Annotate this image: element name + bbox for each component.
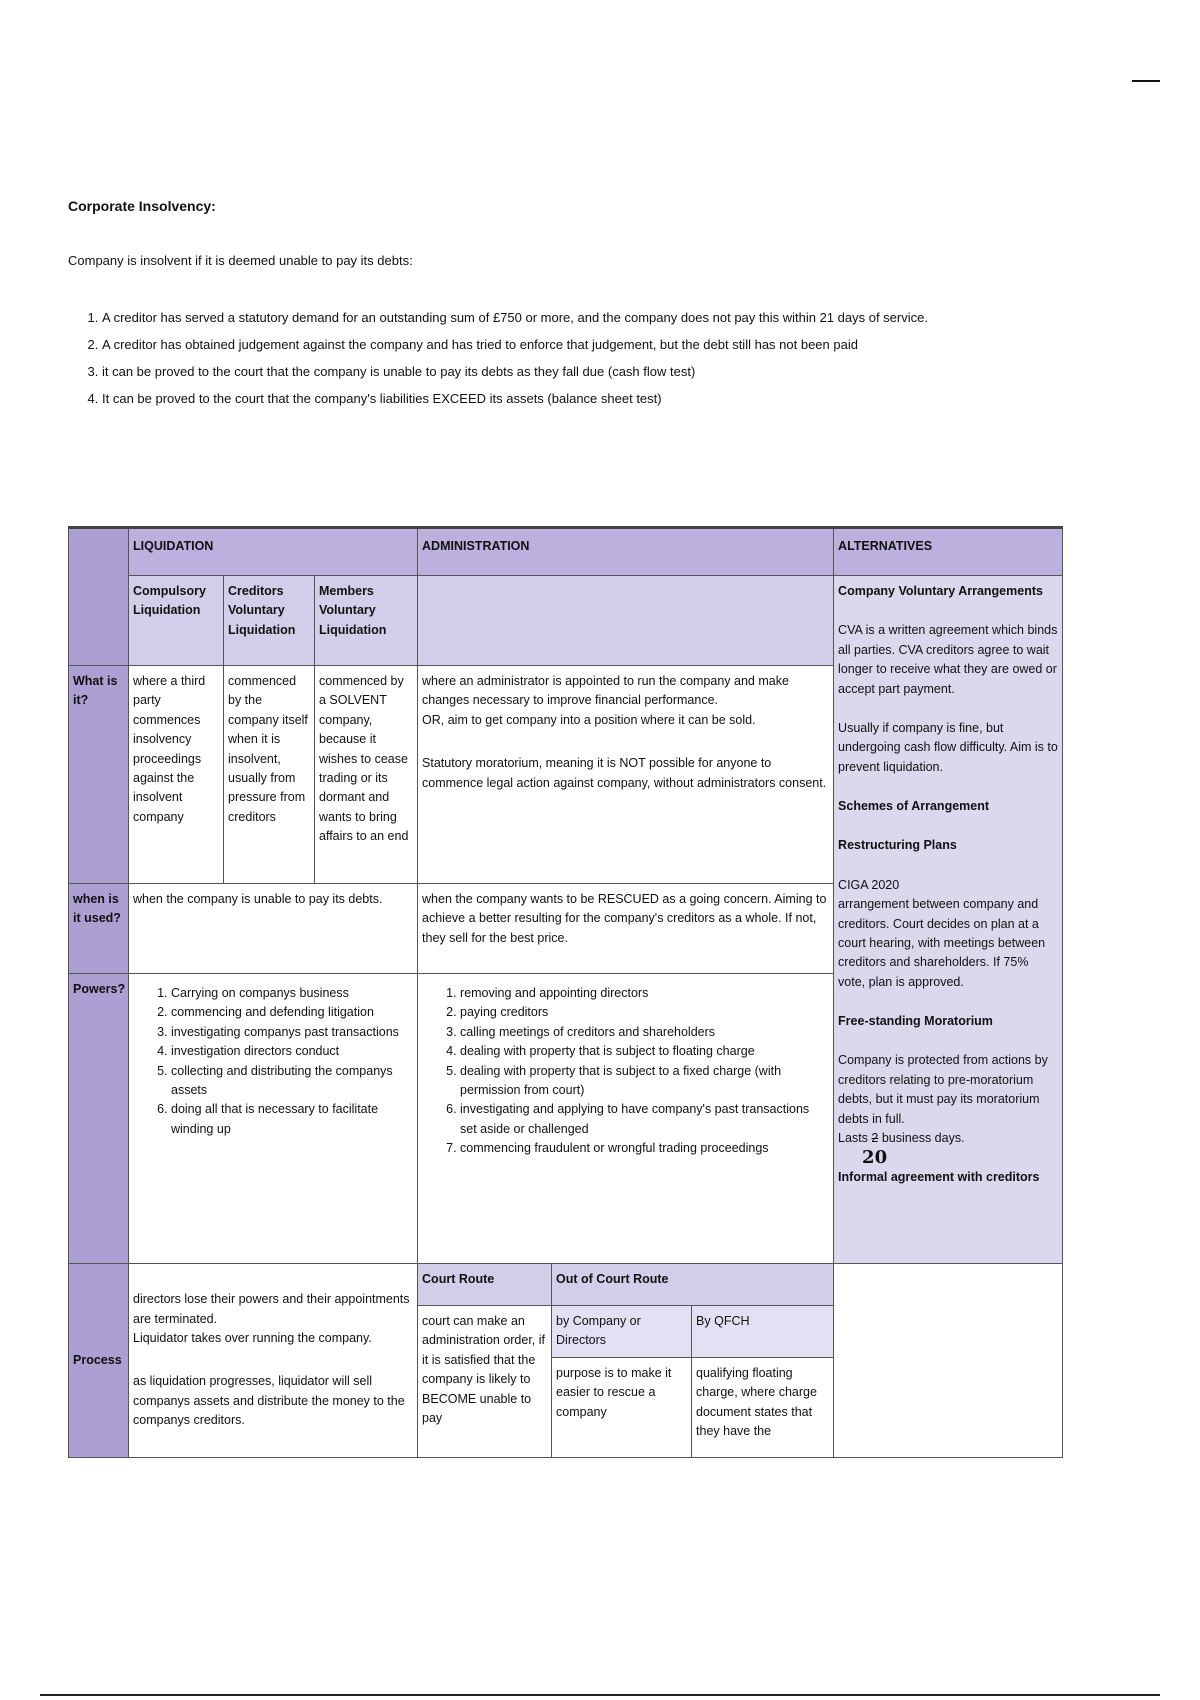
by-company-header: by Company or Directors xyxy=(552,1306,692,1358)
what-creditors: commenced by the company itself when it is insolvent, usually from pressure from creditors xyxy=(224,666,315,884)
by-qfch-text: qualifying floating charge, where charge document states that they have the xyxy=(692,1357,834,1457)
when-administration: when the company wants to be RESCUED as a going concern. Aiming to achieve a better resulting for the company's creditors as a whole. If not, they sell for the best price. xyxy=(418,884,834,974)
test-item: 4. It can be proved to the court that the company's liabilities EXCEED its assets (balance sheet test) xyxy=(102,385,928,412)
insolvency-table xyxy=(68,526,1063,1458)
compulsory-liquidation-label: Compulsory Liquidation xyxy=(129,576,224,666)
test-item: 1. A creditor has served a statutory demand for an outstanding sum of £750 or more, and the company does not pay this within 21 days of service. xyxy=(102,304,928,331)
power-item: 4. dealing with property that is subject to floating charge xyxy=(460,1042,829,1061)
power-item: 6. doing all that is necessary to facilitate winding up xyxy=(171,1100,413,1139)
bottom-divider xyxy=(40,1694,1160,1696)
process-liq-line2: Liquidator takes over running the company. xyxy=(133,1331,372,1345)
insolvency-tests xyxy=(84,304,928,412)
restructuring-title: Restructuring Plans xyxy=(838,838,957,853)
what-admin-line1: where an administrator is appointed to run the company and make changes necessary to improve financial performance. xyxy=(422,674,789,708)
by-qfch-header: By QFCH xyxy=(692,1306,834,1358)
handwritten-correction xyxy=(862,1147,1058,1169)
by-company-text: purpose is to make it easier to rescue a company xyxy=(552,1357,692,1457)
court-route-text: court can make an administration order, if it is satisfied that the company is likely to BECOME unable to pay xyxy=(418,1306,552,1458)
alternatives-cell xyxy=(834,576,1063,1264)
power-item: 1. removing and appointing directors xyxy=(460,984,829,1003)
row-label-process: Process xyxy=(69,1264,129,1458)
process-alternatives-empty xyxy=(834,1264,1063,1458)
power-item: 1. Carrying on companys business xyxy=(171,984,413,1003)
power-item: 6. investigating and applying to have company's past transactions set aside or challenged xyxy=(460,1100,829,1139)
lasts-suffix: business days. xyxy=(881,1130,965,1145)
what-members: commenced by a SOLVENT company, because it wishes to cease trading or its dormant and wants to bring affairs to an end xyxy=(315,666,418,884)
power-item: 7. commencing fraudulent or wrongful trading proceedings xyxy=(460,1139,829,1158)
what-administration xyxy=(418,666,834,884)
administration-subheader xyxy=(418,576,834,666)
power-item: 2. commencing and defending litigation xyxy=(171,1003,413,1022)
what-admin-line3: Statutory moratorium, meaning it is NOT possible for anyone to commence legal action against company, without administrators consent. xyxy=(422,756,827,790)
powers-administration xyxy=(418,974,834,1264)
handwritten-value: 20 xyxy=(862,1147,888,1169)
row-label-when: when is it used? xyxy=(69,884,129,974)
moratorium-duration xyxy=(838,1129,1058,1148)
what-admin-line2: OR, aim to get company into a position where it can be sold. xyxy=(422,712,756,727)
court-route-header: Court Route xyxy=(418,1264,552,1306)
process-liq-line1: directors lose their powers and their appointments are terminated. xyxy=(133,1292,410,1326)
what-compulsory: where a third party commences insolvency proceedings against the insolvent company xyxy=(129,666,224,884)
moratorium-title: Free-standing Moratorium xyxy=(838,1014,993,1028)
power-item: 3. investigating companys past transactions xyxy=(171,1023,413,1042)
alternatives-header: ALTERNATIVES xyxy=(834,528,1063,576)
liquidation-powers-list xyxy=(133,984,413,1139)
process-liquidation xyxy=(129,1264,418,1458)
lasts-struck-value: 2 xyxy=(871,1130,879,1145)
test-item: 2. A creditor has obtained judgement against the company and has tried to enforce that judgement, but the debt still has not been paid xyxy=(102,331,928,358)
row-label-powers: Powers? xyxy=(69,974,129,1264)
minimize-dash xyxy=(1132,80,1160,82)
power-item: 4. investigation directors conduct xyxy=(171,1042,413,1061)
when-liquidation: when the company is unable to pay its debts. xyxy=(129,884,418,974)
power-item: 3. calling meetings of creditors and shareholders xyxy=(460,1023,829,1042)
cva-text: CVA is a written agreement which binds all parties. CVA creditors agree to wait longer to receive what they are owed or accept part payment. xyxy=(838,623,1058,696)
members-voluntary-label: Members Voluntary Liquidation xyxy=(315,576,418,666)
cva-title: Company Voluntary Arrangements xyxy=(838,584,1043,598)
lasts-prefix: Lasts xyxy=(838,1130,868,1145)
intro-text: Company is insolvent if it is deemed unable to pay its debts: xyxy=(68,253,413,268)
row-label-what: What is it? xyxy=(69,666,129,884)
powers-liquidation xyxy=(129,974,418,1264)
power-item: 2. paying creditors xyxy=(460,1003,829,1022)
power-item: 5. dealing with property that is subject to a fixed charge (with permission from court) xyxy=(460,1062,829,1101)
schemes-title: Schemes of Arrangement xyxy=(838,799,990,813)
out-of-court-header: Out of Court Route xyxy=(552,1264,834,1306)
administration-powers-list xyxy=(422,984,829,1158)
page-heading: Corporate Insolvency: xyxy=(68,198,216,214)
administration-header: ADMINISTRATION xyxy=(418,528,834,576)
ciga-text: arrangement between company and creditors. Court decides on plan at a court hearing, with meetings between creditors and shareholders. If 75% vote, plan is approved. xyxy=(838,897,1046,989)
test-item: 3. it can be proved to the court that the company is unable to pay its debts as they fall due (cash flow test) xyxy=(102,358,928,385)
ciga-title: CIGA 2020 xyxy=(838,877,900,892)
moratorium-text: Company is protected from actions by creditors relating to pre-moratorium debts, but it must pay its moratorium debts in full. xyxy=(838,1053,1048,1126)
process-liq-line3: as liquidation progresses, liquidator will sell companys assets and distribute the money to the companys creditors. xyxy=(133,1374,405,1428)
informal-title: Informal agreement with creditors xyxy=(838,1170,1040,1185)
liquidation-header: LIQUIDATION xyxy=(129,528,418,576)
power-item: 5. collecting and distributing the companys assets xyxy=(171,1062,413,1101)
cva-usage: Usually if company is fine, but undergoing cash flow difficulty. Aim is to prevent liquidation. xyxy=(838,720,1058,774)
creditors-voluntary-label: Creditors Voluntary Liquidation xyxy=(224,576,315,666)
corner-cell xyxy=(69,528,129,666)
